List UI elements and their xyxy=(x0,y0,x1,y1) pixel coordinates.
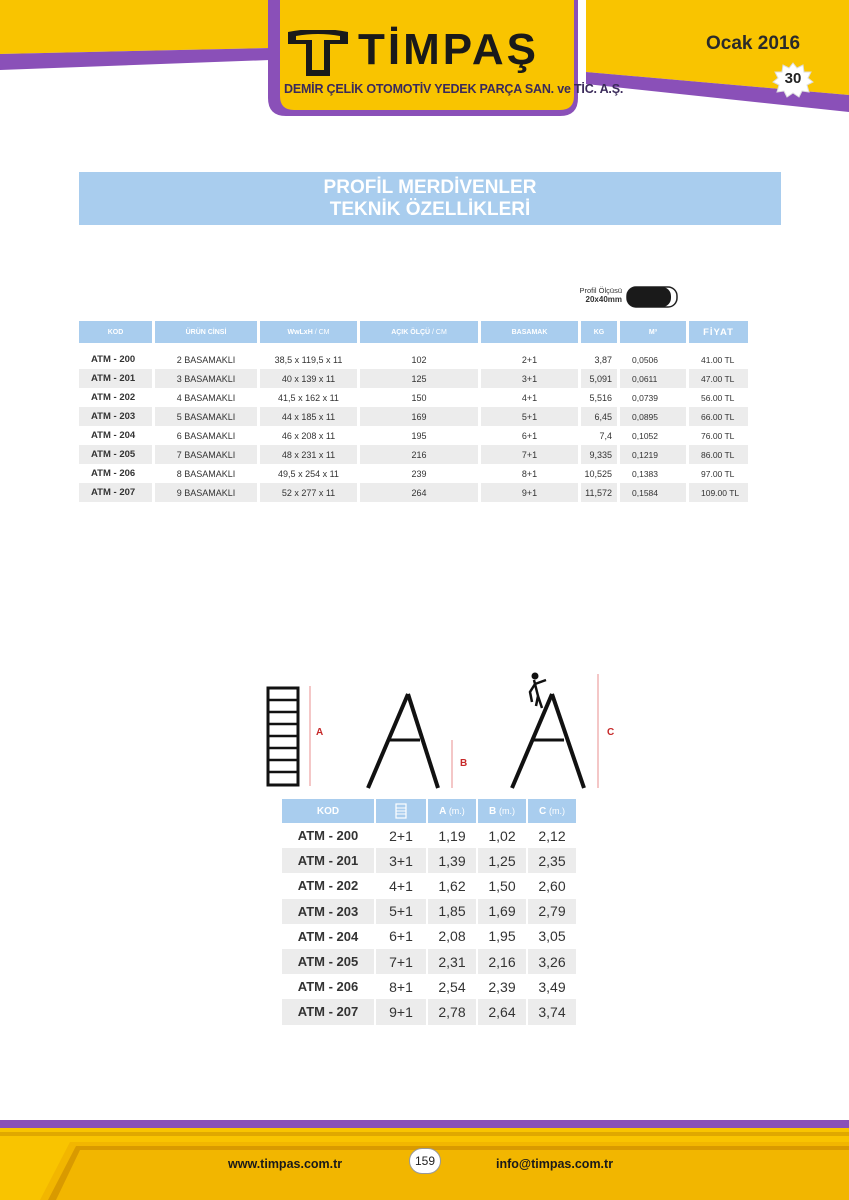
cell-a: 2,78 xyxy=(428,999,476,1024)
col-steps xyxy=(376,799,426,823)
table-row xyxy=(282,949,576,974)
table-row xyxy=(282,999,576,1024)
cell-m3: 0,1584 xyxy=(620,483,686,502)
cell-m3: 0,0506 xyxy=(632,354,658,365)
col-fiyat: FİYAT xyxy=(689,321,748,343)
dimension-label-a: A xyxy=(316,727,324,738)
col-c xyxy=(528,799,576,823)
col-b xyxy=(478,799,526,823)
cell-steps: 6+1 xyxy=(389,928,413,945)
table-row xyxy=(79,464,748,483)
cell-a: 2,54 xyxy=(438,978,466,995)
col-m3: M³ xyxy=(620,321,686,343)
cell-c: 2,12 xyxy=(538,827,566,844)
cell-c: 3,74 xyxy=(528,999,576,1024)
cell-a: 2,31 xyxy=(428,949,476,974)
cell-wwlxh: 52 x 277 x 11 xyxy=(260,483,357,502)
title-line-2: TEKNİK ÖZELLİKLERİ xyxy=(329,199,531,220)
col-wwlxh-unit: / CM xyxy=(314,328,330,336)
col-kod: KOD xyxy=(79,321,152,343)
cell-kg: 5,516 xyxy=(589,392,612,403)
cell-kg: 7,4 xyxy=(599,430,612,441)
cell-urun: 2 BASAMAKLI xyxy=(176,354,236,365)
col-wwlxh xyxy=(260,321,357,343)
table-row xyxy=(79,483,748,502)
cell-kg: 6,45 xyxy=(581,407,617,426)
cell-fiyat: 47.00 TL xyxy=(689,369,748,388)
issue-date: Ocak 2016 xyxy=(706,33,801,54)
cell-fiyat: 76.00 TL xyxy=(701,430,735,441)
title-line-1: PROFİL MERDİVENLER xyxy=(323,177,537,198)
cell-kod: ATM - 206 xyxy=(297,979,359,995)
cell-basamak: 8+1 xyxy=(521,468,538,479)
cell-c: 3,05 xyxy=(538,928,566,945)
col-b-unit: (m.) xyxy=(499,805,515,816)
cell-kod: ATM - 204 xyxy=(91,430,136,441)
cell-kod: ATM - 200 xyxy=(91,354,136,365)
cell-a: 1,85 xyxy=(428,899,476,924)
col-acik-olcu-unit: / CM xyxy=(432,328,447,336)
cell-c: 2,35 xyxy=(528,848,576,873)
cell-m3: 0,0739 xyxy=(632,392,658,403)
ladder-with-person-icon xyxy=(512,673,584,789)
cell-b: 2,39 xyxy=(488,978,516,995)
cell-urun: 5 BASAMAKLI xyxy=(155,407,257,426)
cell-wwlxh: 40 x 139 x 11 xyxy=(260,369,357,388)
cell-c: 3,49 xyxy=(538,978,566,995)
company-subtitle: DEMİR ÇELİK OTOMOTİV YEDEK PARÇA SAN. ve TİC. A.Ş. xyxy=(284,82,624,96)
col-a-unit: (m.) xyxy=(448,805,465,816)
footer-website-link[interactable]: www.timpas.com.tr xyxy=(228,1157,343,1171)
cell-a: 1,19 xyxy=(438,827,466,844)
col-acik-olcu-label: AÇIK ÖLÇÜ xyxy=(391,328,431,336)
cell-acik-olcu: 169 xyxy=(360,407,478,426)
dimensions-header-row xyxy=(282,799,576,823)
cell-steps: 2+1 xyxy=(389,827,413,844)
table-row xyxy=(79,388,748,407)
cell-acik-olcu: 125 xyxy=(360,369,478,388)
cell-acik-olcu: 239 xyxy=(411,468,427,479)
cell-acik-olcu: 264 xyxy=(360,483,478,502)
profile-label-text: Profil Ölçüsü xyxy=(579,286,622,295)
cell-steps: 3+1 xyxy=(376,848,426,873)
cell-urun: 6 BASAMAKLI xyxy=(176,430,236,441)
cell-steps: 8+1 xyxy=(389,978,413,995)
cell-fiyat: 56.00 TL xyxy=(701,392,735,403)
cell-basamak: 2+1 xyxy=(521,354,538,365)
cell-acik-olcu: 150 xyxy=(411,392,427,403)
cell-basamak: 5+1 xyxy=(481,407,578,426)
col-kod: KOD xyxy=(282,799,374,823)
cell-basamak: 7+1 xyxy=(481,445,578,464)
brand-logo-icon xyxy=(286,30,350,78)
cell-wwlxh: 44 x 185 x 11 xyxy=(260,407,357,426)
footer-email-link[interactable]: info@timpas.com.tr xyxy=(496,1157,614,1171)
dimensions-table xyxy=(280,799,578,1025)
col-c-unit: (m.) xyxy=(549,805,565,816)
cell-urun: 8 BASAMAKLI xyxy=(176,468,236,479)
cell-kod: ATM - 201 xyxy=(79,369,152,388)
col-wwlxh-label: WwLxH xyxy=(287,328,313,336)
col-kg: KG xyxy=(581,321,617,343)
cell-urun: 7 BASAMAKLI xyxy=(155,445,257,464)
table-row xyxy=(282,974,576,999)
cell-wwlxh: 46 x 208 x 11 xyxy=(281,430,336,441)
cell-kod: ATM - 207 xyxy=(282,999,374,1024)
cell-basamak: 4+1 xyxy=(521,392,538,403)
cell-steps: 5+1 xyxy=(376,899,426,924)
cell-kod: ATM - 201 xyxy=(282,848,374,873)
cell-wwlxh: 49,5 x 254 x 11 xyxy=(278,468,339,479)
specs-table xyxy=(76,321,751,502)
cell-acik-olcu: 195 xyxy=(411,430,427,441)
cell-fiyat: 97.00 TL xyxy=(701,468,735,479)
cell-fiyat: 86.00 TL xyxy=(689,445,748,464)
specs-header-row xyxy=(79,321,748,343)
cell-c: 2,60 xyxy=(538,877,566,894)
cell-m3: 0,0895 xyxy=(620,407,686,426)
cell-kod: ATM - 205 xyxy=(282,949,374,974)
brand-name: TİMPAŞ xyxy=(358,25,539,74)
cell-kg: 3,87 xyxy=(594,354,612,365)
col-basamak: BASAMAK xyxy=(481,321,578,343)
col-a-label: A xyxy=(439,805,447,817)
cell-steps: 4+1 xyxy=(389,877,413,894)
cell-basamak: 3+1 xyxy=(481,369,578,388)
col-acik-olcu xyxy=(360,321,478,343)
cell-m3: 0,1219 xyxy=(620,445,686,464)
cell-b: 2,16 xyxy=(478,949,526,974)
footer-page-number: 159 xyxy=(409,1148,441,1174)
col-c-label: C xyxy=(538,805,547,817)
table-row xyxy=(282,823,576,848)
cell-b: 1,95 xyxy=(488,928,516,945)
table-row xyxy=(79,369,748,388)
cell-kg: 9,335 xyxy=(581,445,617,464)
cell-kod: ATM - 202 xyxy=(91,392,136,403)
cell-wwlxh: 48 x 231 x 11 xyxy=(260,445,357,464)
cell-b: 1,25 xyxy=(478,848,526,873)
cell-kg: 11,572 xyxy=(581,483,617,502)
table-row xyxy=(79,350,748,369)
profile-size-label xyxy=(560,286,622,304)
cell-wwlxh: 38,5 x 119,5 x 11 xyxy=(274,354,343,365)
table-row xyxy=(79,426,748,445)
cell-b: 2,64 xyxy=(478,999,526,1024)
cell-fiyat: 41.00 TL xyxy=(701,354,735,365)
table-row xyxy=(79,445,748,464)
cell-b: 1,02 xyxy=(488,827,516,844)
cell-kod: ATM - 203 xyxy=(79,407,152,426)
cell-kod: ATM - 207 xyxy=(79,483,152,502)
cell-urun: 4 BASAMAKLI xyxy=(176,392,236,403)
table-row xyxy=(79,407,748,426)
table-row xyxy=(282,924,576,949)
cell-acik-olcu: 102 xyxy=(411,354,427,365)
cell-b: 1,50 xyxy=(488,877,516,894)
cell-a: 1,62 xyxy=(438,877,466,894)
cell-basamak: 6+1 xyxy=(521,430,538,441)
cell-kod: ATM - 205 xyxy=(79,445,152,464)
cell-a: 1,39 xyxy=(428,848,476,873)
col-a xyxy=(428,799,476,823)
ladder-steps-icon xyxy=(395,803,407,819)
cell-kod: ATM - 203 xyxy=(282,899,374,924)
cell-c: 3,26 xyxy=(528,949,576,974)
cell-m3: 0,1052 xyxy=(632,430,658,441)
col-urun-cinsi: ÜRÜN CİNSİ xyxy=(155,321,257,343)
cell-m3: 0,1383 xyxy=(632,468,658,479)
cell-steps: 9+1 xyxy=(376,999,426,1024)
cell-wwlxh: 41,5 x 162 x 11 xyxy=(278,392,339,403)
section-title xyxy=(79,172,781,225)
table-row xyxy=(282,873,576,898)
cell-kod: ATM - 206 xyxy=(91,468,136,479)
table-row xyxy=(282,848,576,873)
dimension-label-b: B xyxy=(460,758,468,769)
cell-b: 1,69 xyxy=(478,899,526,924)
folded-ladder-icon xyxy=(268,688,298,785)
cell-urun: 9 BASAMAKLI xyxy=(155,483,257,502)
cell-kod: ATM - 200 xyxy=(297,828,359,844)
cell-kod: ATM - 202 xyxy=(297,878,359,894)
cell-kg: 10,525 xyxy=(584,468,612,479)
cell-steps: 7+1 xyxy=(376,949,426,974)
cell-basamak: 9+1 xyxy=(481,483,578,502)
cell-m3: 0,0611 xyxy=(620,369,686,388)
profile-section-icon xyxy=(625,285,679,309)
open-ladder-icon xyxy=(368,694,438,788)
col-b-label: B xyxy=(488,805,497,817)
dimension-label-c: C xyxy=(607,727,615,738)
cell-acik-olcu: 216 xyxy=(360,445,478,464)
cell-kg: 5,091 xyxy=(581,369,617,388)
cell-urun: 3 BASAMAKLI xyxy=(155,369,257,388)
issue-page-number: 30 xyxy=(784,70,802,87)
cell-kod: ATM - 204 xyxy=(297,928,359,944)
table-row xyxy=(282,899,576,924)
cell-c: 2,79 xyxy=(528,899,576,924)
cell-fiyat: 66.00 TL xyxy=(689,407,748,426)
cell-a: 2,08 xyxy=(438,928,466,945)
cell-fiyat: 109.00 TL xyxy=(689,483,748,502)
profile-size-value: 20x40mm xyxy=(585,295,622,304)
